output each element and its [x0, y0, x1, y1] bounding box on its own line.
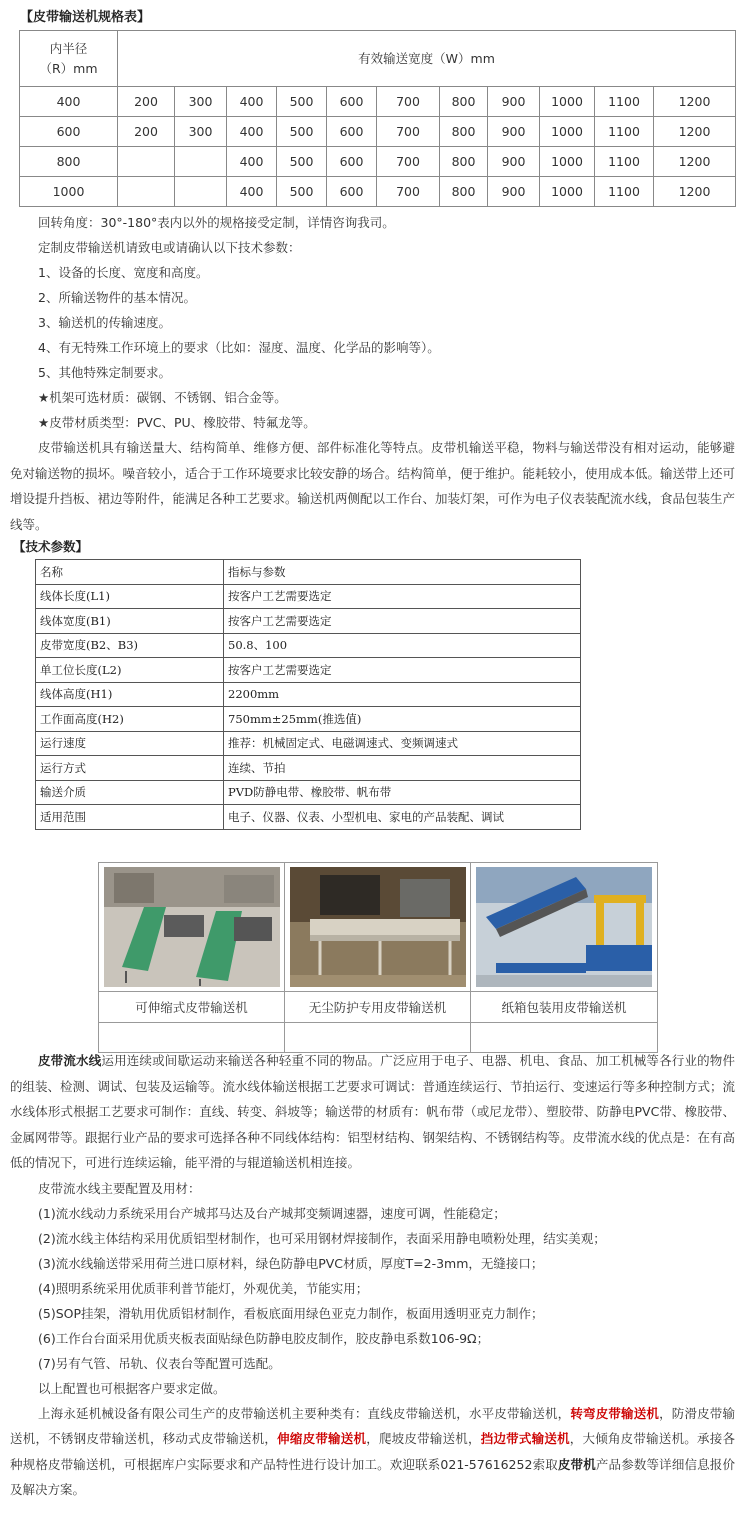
spec-width-cell: 700	[377, 177, 440, 207]
link-turning-belt-conveyor[interactable]: 转弯皮带输送机	[570, 1405, 660, 1421]
config-item: (7)另有气管、吊轨、仪表台等配置可选配。	[38, 1355, 281, 1371]
tech-param-value: 推荐：机械固定式、电磁调速式、变频调速式	[224, 731, 581, 756]
tech-param-value: 750mm±25mm(推选值)	[224, 707, 581, 732]
line-paragraph	[0, 1048, 743, 1176]
spec-radius-cell: 600	[20, 117, 118, 147]
tech-header-row	[36, 560, 581, 585]
spec-width-cell: 800	[440, 87, 488, 117]
config-item: 以上配置也可根据客户要求定做。	[38, 1380, 226, 1396]
tech-row	[36, 780, 581, 805]
config-item: (6)工作台台面采用优质夹板表面贴绿色防静电胶皮制作，胶皮静电系数106-9Ω；	[38, 1330, 490, 1346]
tech-param-name: 单工位长度(L2)	[36, 658, 224, 683]
spec-width-cell: 600	[327, 147, 377, 177]
company-text: ，爬坡皮带输送机，	[366, 1431, 481, 1446]
note-line: 2、所输送物件的基本情况。	[38, 290, 196, 305]
company-text: ，大倾角皮带输送机。承接各种规格皮带输送机，可根据库户实际要求和产品特性进行设计加工。欢迎联系021-57616252索取	[10, 1431, 735, 1472]
spec-width-cell: 1100	[595, 147, 654, 177]
spec-width-cell: 600	[327, 87, 377, 117]
photo-dustproof-conveyor	[290, 867, 466, 987]
company-text: ，防滑皮带输送机，不锈钢皮带输送机，移动式皮带输送机，	[10, 1405, 735, 1446]
tech-row	[36, 805, 581, 830]
spec-row	[20, 87, 736, 117]
keyword-belt-machine: 皮带机	[557, 1456, 596, 1472]
tech-param-value: 指标与参数	[224, 560, 581, 585]
photo-caption: 可伸缩式皮带输送机	[99, 992, 285, 1023]
company-text: 上海永延机械设备有限公司生产的皮带输送机主要种类有：直线皮带输送机，水平皮带输送机，	[38, 1405, 571, 1421]
tech-param-name: 线体长度(L1)	[36, 584, 224, 609]
spec-width-cell: 900	[488, 177, 540, 207]
spec-width-cell: 700	[377, 147, 440, 177]
spec-width-cell: 500	[277, 147, 327, 177]
spec-row	[20, 177, 736, 207]
photo-cell	[285, 863, 471, 992]
line-para-text: 运用连续或间歇运动来输送各种轻重不同的物品。广泛应用于电子、电器、机电、食品、加工机械等各行业的物件的组装、检测、调试、包装及运输等。流水线体输送根据工艺要求可调试：普通连续运行、节拍运行、变速运行等多种控制方式；流水线体形式根据工艺要求可制作：直线、转变、斜坡等；输送带的材质有：帆布带（或尼龙带）、塑胶带、防静电PVC带、橡胶带、金属网带等。跟据行业产品的要求可选择各种不同线体结构：铝型材结构、钢架结构、不锈钢结构等。皮带流水线的优点是：在有高低的情况下，可进行连续运输，能平滑的与辊道输送机相连接。	[10, 1053, 736, 1170]
tech-param-name: 运行方式	[36, 756, 224, 781]
spec-width-cell	[175, 147, 227, 177]
config-item: (4)照明系统采用优质菲利普节能灯，外观优美，节能实用；	[38, 1280, 369, 1296]
note-line: 1、设备的长度、宽度和高度。	[38, 265, 209, 280]
spec-width-cell: 1200	[654, 147, 736, 177]
photo-table	[98, 862, 658, 1053]
intro-paragraph: 皮带输送机具有输送量大、结构简单、维修方便、部件标准化等特点。皮带机输送平稳，物料与输送带没有相对运动，能够避免对输送物的损坏。噪音较小，适合于工作环境要求比较安静的场合。结构简单，便于维护。能耗较小，使用成本低。输送带上还可增设提升挡板、裙边等附件，能满足各种工艺要求。输送机两侧配以工作台、加装灯架，可作为电子仪表装配流水线，食品包装生产线等。	[10, 440, 736, 532]
tech-row	[36, 682, 581, 707]
spec-width-cell: 500	[277, 117, 327, 147]
tech-param-value: 电子、仪器、仪表、小型机电、家电的产品装配、调试	[224, 805, 581, 830]
tech-param-value: PVD防静电带、橡胶带、帆布带	[224, 780, 581, 805]
spec-width-cell: 700	[377, 117, 440, 147]
spec-width-cell: 300	[175, 117, 227, 147]
spec-width-cell: 1000	[540, 177, 595, 207]
spec-width-cell: 200	[118, 87, 175, 117]
note-line: ★皮带材质类型：PVC、PU、橡胶带、特氟龙等。	[38, 415, 316, 430]
spec-width-cell: 200	[118, 117, 175, 147]
spec-width-cell: 400	[227, 147, 277, 177]
photo-cell	[99, 863, 285, 992]
photo-carton-conveyor	[476, 867, 652, 987]
spec-width-cell: 800	[440, 177, 488, 207]
spec-width-cell	[118, 147, 175, 177]
company-paragraph	[0, 1401, 743, 1503]
tech-param-value: 连续、节拍	[224, 756, 581, 781]
tech-param-name: 皮带宽度(B2、B3)	[36, 633, 224, 658]
tech-param-value: 按客户工艺需要选定	[224, 658, 581, 683]
spec-width-cell	[118, 177, 175, 207]
spec-width-cell: 600	[327, 117, 377, 147]
tech-row	[36, 731, 581, 756]
tech-param-name: 线体高度(H1)	[36, 682, 224, 707]
tech-table	[35, 559, 581, 830]
spec-row	[20, 147, 736, 177]
spec-width-cell: 300	[175, 87, 227, 117]
spec-width-cell	[175, 177, 227, 207]
spec-title: 【皮带输送机规格表】	[20, 10, 151, 25]
note-line: 4、有无特殊工作环境上的要求（比如：湿度、温度、化学品的影响等）。	[38, 340, 440, 355]
conveyor-belt	[310, 919, 460, 935]
tech-param-name: 适用范围	[36, 805, 224, 830]
spec-width-cell: 700	[377, 87, 440, 117]
tech-param-name: 输送介质	[36, 780, 224, 805]
spec-width-cell: 900	[488, 87, 540, 117]
spec-width-cell: 600	[327, 177, 377, 207]
spec-table	[19, 30, 736, 207]
note-line: 定制皮带输送机请致电或请确认以下技术参数：	[38, 240, 301, 255]
tech-row	[36, 658, 581, 683]
photo-caption: 纸箱包装用皮带输送机	[471, 992, 658, 1023]
tech-param-name: 名称	[36, 560, 224, 585]
line-description-block	[0, 1048, 743, 1503]
config-item: (3)流水线输送带采用荷兰进口原材料，绿色防静电PVC材质，厚度T=2-3mm，无缝接口；	[38, 1255, 544, 1271]
spec-header-radius-line2: （R）mm	[39, 60, 98, 76]
spec-width-cell: 1000	[540, 147, 595, 177]
photo-cell	[471, 863, 658, 992]
photo-caption: 无尘防护专用皮带输送机	[285, 992, 471, 1023]
note-line: 3、输送机的传输速度。	[38, 315, 171, 330]
spec-radius-cell: 400	[20, 87, 118, 117]
tech-title: 【技术参数】	[13, 539, 89, 554]
config-item: (1)流水线动力系统采用台产城邦马达及台产城邦变频调速器，速度可调，性能稳定；	[38, 1205, 506, 1221]
spec-width-cell: 900	[488, 117, 540, 147]
spec-width-cell: 900	[488, 147, 540, 177]
tech-row	[36, 633, 581, 658]
tech-param-name: 线体宽度(B1)	[36, 609, 224, 634]
tech-param-name: 工作面高度(H2)	[36, 707, 224, 732]
tech-param-value: 50.8、100	[224, 633, 581, 658]
spec-header-width: 有效输送宽度（W）mm	[118, 31, 736, 87]
spec-width-cell: 800	[440, 117, 488, 147]
spec-width-cell: 400	[227, 87, 277, 117]
tech-row	[36, 756, 581, 781]
config-item: (2)流水线主体结构采用优质铝型材制作，也可采用钢材焊接制作，表面采用静电喷粉处理，结实美观；	[38, 1230, 606, 1246]
spec-radius-cell: 1000	[20, 177, 118, 207]
tech-row	[36, 584, 581, 609]
spec-width-cell: 1100	[595, 117, 654, 147]
tech-param-value: 按客户工艺需要选定	[224, 609, 581, 634]
spec-width-cell: 400	[227, 117, 277, 147]
note-line: 回转角度：30°-180°表内以外的规格接受定制，详情咨询我司。	[38, 215, 395, 230]
config-item: (5)SOP挂架，滑轨用优质铝材制作，看板底面用绿色亚克力制作，板面用透明亚克力制作；	[38, 1305, 544, 1321]
spec-width-cell: 1100	[595, 177, 654, 207]
tech-param-name: 运行速度	[36, 731, 224, 756]
notes-block	[0, 210, 743, 537]
spec-radius-cell: 800	[20, 147, 118, 177]
spec-row	[20, 117, 736, 147]
spec-header-radius	[20, 31, 118, 87]
spec-width-cell: 500	[277, 87, 327, 117]
spec-width-cell: 1200	[654, 87, 736, 117]
company-text: 产品参数等详细信息报价及解决方案。	[10, 1456, 735, 1497]
line-para-lead: 皮带流水线	[38, 1053, 102, 1068]
photo-telescopic-conveyor	[104, 867, 280, 987]
note-line: 5、其他特殊定制要求。	[38, 365, 171, 380]
spec-width-cell: 1200	[654, 177, 736, 207]
spec-width-cell: 1100	[595, 87, 654, 117]
tech-param-value: 按客户工艺需要选定	[224, 584, 581, 609]
spec-header-radius-line1: 内半径	[49, 40, 88, 56]
tech-row	[36, 609, 581, 634]
link-sidewall-belt-conveyor[interactable]: 挡边带式输送机	[480, 1431, 570, 1446]
spec-width-cell: 1200	[654, 117, 736, 147]
link-telescopic-belt-conveyor[interactable]: 伸缩皮带输送机	[277, 1431, 367, 1446]
spec-width-cell: 1000	[540, 87, 595, 117]
note-line: ★机架可选材质：碳钢、不锈钢、铝合金等。	[38, 390, 287, 405]
tech-row	[36, 707, 581, 732]
spec-width-cell: 400	[227, 177, 277, 207]
tech-param-value: 2200mm	[224, 682, 581, 707]
spec-width-cell: 500	[277, 177, 327, 207]
spec-width-cell: 1000	[540, 117, 595, 147]
spec-width-cell: 800	[440, 147, 488, 177]
config-title: 皮带流水线主要配置及用材：	[38, 1180, 201, 1196]
